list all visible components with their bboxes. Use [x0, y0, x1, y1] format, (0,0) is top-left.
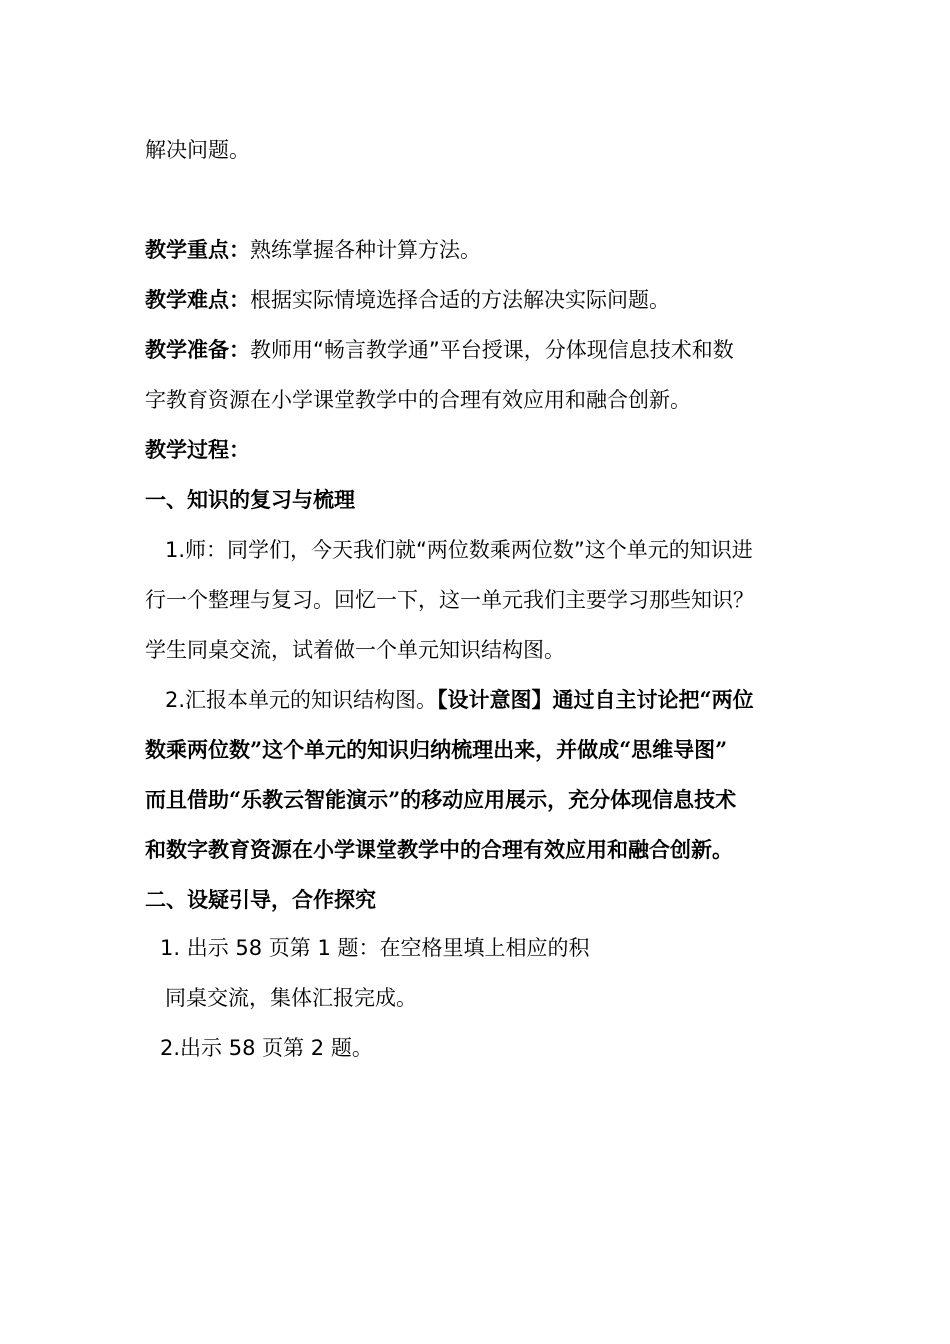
teaching-focus-text: 熟练掌握各种计算方法。	[250, 238, 481, 262]
teaching-process-label	[145, 435, 250, 465]
design-intent-text: 数乘两位数”这个单元的知识归纳梳理出来，并做成“思维导图”	[145, 737, 728, 762]
paragraph-text: 1. 出示 58 页第 1 题：在空格里填上相应的积	[160, 936, 590, 960]
text-line	[165, 983, 417, 1013]
teaching-difficulty-text: 根据实际情境选择合适的方法解决实际问题。	[250, 288, 670, 312]
paragraph-text: 行一个整理与复习。回忆一下，这一单元我们主要学习那些知识？	[145, 588, 754, 612]
paragraph-text: 1.师：同学们，今天我们就“两位数乘两位数”这个单元的知识进	[165, 538, 753, 562]
text-line	[145, 635, 565, 665]
section-heading: 二、设疑引导，合作探究	[145, 888, 376, 912]
design-intent-text: 而且借助“乐教云智能演示”的移动应用展示，充分体现信息技术	[145, 787, 737, 812]
design-intent-text: 和数字教育资源在小学课堂教学中的合理有效应用和融合创新。	[145, 837, 733, 862]
teaching-difficulty-label: 教学难点：	[145, 288, 250, 312]
text-line	[165, 535, 753, 565]
teaching-prep	[145, 335, 734, 365]
section-2-title	[145, 885, 376, 915]
text-line	[160, 933, 590, 963]
section-1-title	[145, 485, 355, 515]
text-line	[145, 135, 250, 165]
teaching-prep-label: 教学准备：	[145, 338, 250, 362]
text-line	[160, 1033, 373, 1063]
paragraph-continuation: 解决问题。	[145, 138, 250, 162]
teaching-focus-label: 教学重点：	[145, 238, 250, 262]
text-line	[145, 785, 736, 815]
teaching-difficulty	[145, 285, 670, 315]
teaching-prep-text-cont: 字教育资源在小学课堂教学中的合理有效应用和融合创新。	[145, 388, 691, 412]
paragraph-text: 同桌交流，集体汇报完成。	[165, 986, 417, 1010]
teaching-prep-text: 教师用“畅言教学通”平台授课，分体现信息技术和数	[250, 338, 734, 362]
teaching-process-heading: 教学过程：	[145, 438, 250, 462]
design-intent-text: 【设计意图】通过自主讨论把“两位	[437, 687, 754, 712]
paragraph-text: 2.出示 58 页第 2 题。	[160, 1036, 373, 1060]
text-line	[165, 685, 754, 715]
teaching-focus	[145, 235, 481, 265]
paragraph-text: 学生同桌交流，试着做一个单元知识结构图。	[145, 638, 565, 662]
section-heading: 一、知识的复习与梳理	[145, 488, 355, 512]
text-line	[145, 385, 691, 415]
text-line	[145, 585, 754, 615]
text-line	[145, 835, 733, 865]
paragraph-text: 2.汇报本单元的知识结构图。	[165, 688, 438, 712]
text-line	[145, 735, 727, 765]
